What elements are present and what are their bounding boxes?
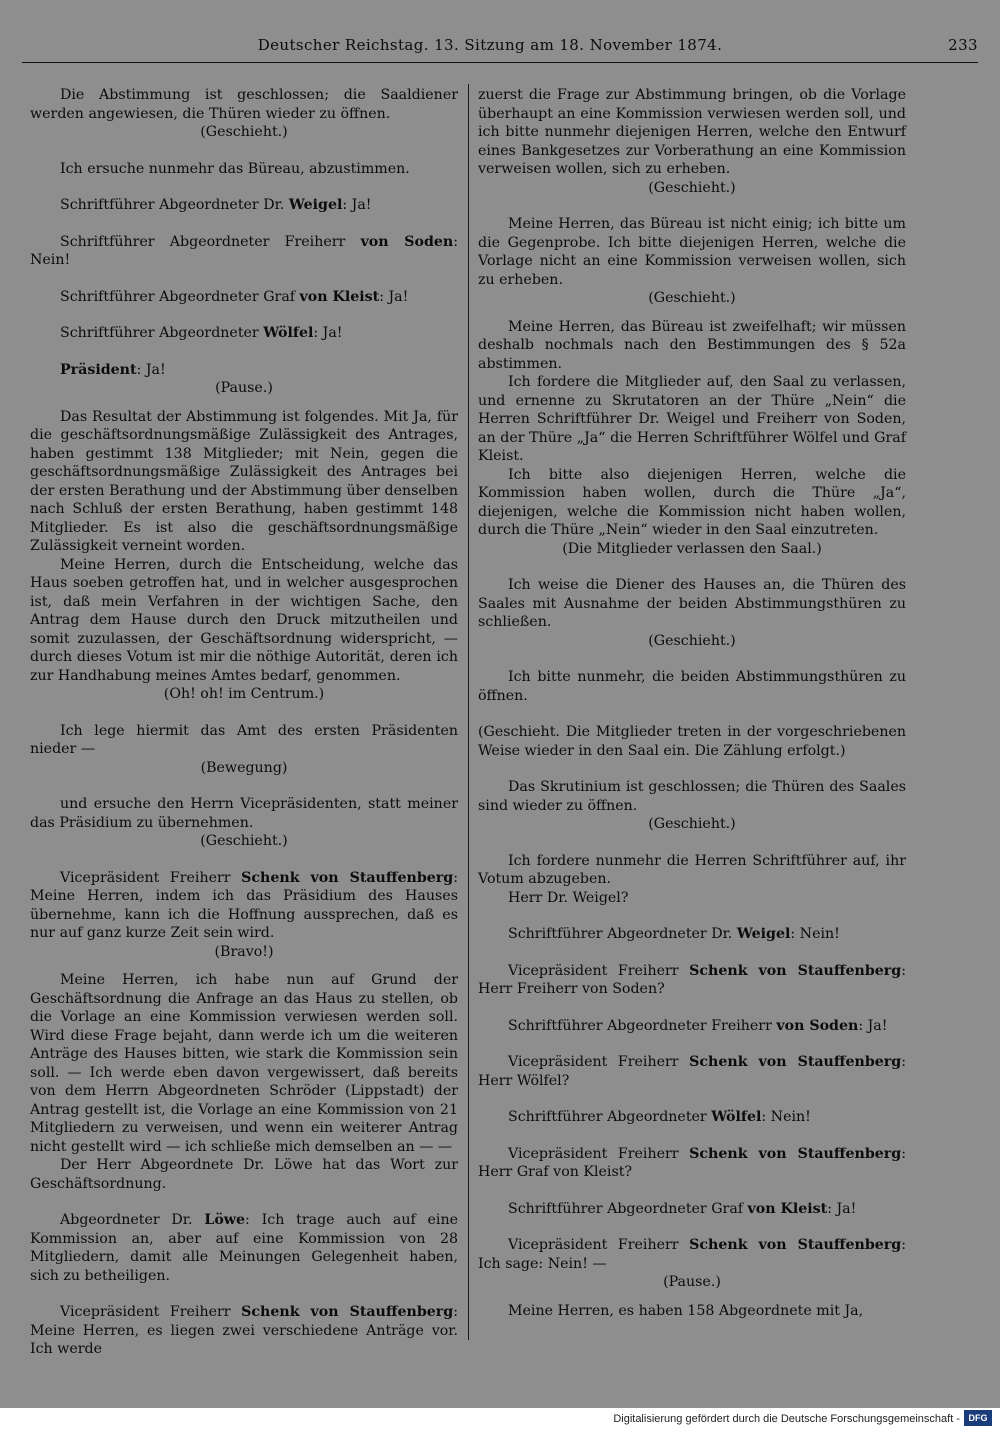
speaker-name: Weigel [288, 197, 343, 213]
paragraph: Ich bitte nunmehr, die beiden Abstimmungsthüren zu öffnen. [478, 669, 906, 704]
speech-text: : Nein! [30, 233, 459, 268]
speaker-line [30, 869, 458, 943]
paragraph: Die Abstimmung ist geschlossen; die Saaldiener werden angewiesen, die Thüren wieder zu öffnen. [30, 87, 458, 122]
paragraph: Meine Herren, es haben 158 Abgeordnete mit Ja, [508, 1302, 864, 1319]
speaker-role: Vicepräsident Freiherr [60, 869, 242, 886]
speaker-name: Schenk von Stauffenberg [689, 962, 902, 979]
paragraph: Ich lege hiermit das Amt des ersten Präsidenten nieder — [30, 722, 458, 757]
speaker-name: Präsident [60, 361, 137, 378]
stage-direction: (Bewegung) [200, 759, 288, 776]
speaker-name: Schenk von Stauffenberg [241, 1304, 454, 1320]
speaker-name: Löwe [204, 1212, 246, 1228]
speaker-line [30, 1211, 458, 1285]
paragraph: Das Skrutinium ist geschlossen; die Thüren des Saales sind wieder zu öffnen. [478, 779, 906, 814]
stage-direction: (Geschieht.) [648, 290, 736, 306]
speaker-name: Weigel [736, 926, 791, 942]
speaker-line [30, 233, 458, 270]
stage-direction: (Geschieht.) [648, 632, 736, 649]
speech-text: : Ja! [136, 361, 166, 378]
speaker-role: Schriftführer Abgeordneter [60, 325, 264, 341]
speaker-role: Abgeordneter Dr. [60, 1212, 205, 1228]
speaker-name: Schenk von Stauffenberg [241, 869, 454, 886]
speech-text: : Herr Freiherr von Soden? [478, 962, 906, 997]
stage-direction: (Geschieht.) [200, 124, 288, 140]
speech-text: : Ja! [827, 1200, 857, 1217]
speaker-role: Schriftführer Abgeordneter Graf [508, 1200, 748, 1217]
speaker-line [478, 1053, 906, 1090]
stage-direction: (Pause.) [215, 380, 273, 396]
paragraph: Meine Herren, das Büreau ist zweifelhaft; wir müssen deshalb nochmals nach den Bestimmungen des § 52a abstimmen. [478, 318, 906, 372]
running-header [22, 36, 978, 54]
left-column [30, 86, 458, 1359]
speech-text: : Ja! [342, 197, 372, 213]
speaker-name: von Kleist [299, 288, 380, 305]
speaker-name: von Soden [360, 233, 454, 250]
speaker-line [30, 324, 458, 343]
paragraph: Ich fordere die Mitglieder auf, den Saal zu verlassen, und ernenne zu Skrutatoren an der Thüre „Nein“ die Herren Schriftführer Dr. Weigel und Freiherr von Soden, an der Thüre „Ja“ die Herren Schriftführer Wölfel und Graf Kleist. [478, 374, 906, 464]
speaker-role: Schriftführer Abgeordneter Graf [60, 288, 300, 305]
speaker-line [478, 1145, 906, 1182]
header-rule [22, 62, 978, 63]
speaker-line [478, 1108, 906, 1127]
speech-text: : Herr Wölfel? [478, 1054, 906, 1089]
speaker-role: Vicepräsident Freiherr [508, 1145, 690, 1162]
speaker-name: Schenk von Stauffenberg [689, 1054, 902, 1070]
speech-text: : Nein! [790, 926, 840, 942]
stage-direction: (Oh! oh! im Centrum.) [163, 686, 325, 702]
speaker-name: Schenk von Stauffenberg [689, 1237, 902, 1253]
paragraph: Der Herr Abgeordnete Dr. Löwe hat das Wort zur Geschäftsordnung. [30, 1157, 458, 1192]
speech-text: : Ich trage auch auf eine Kommission an, aber auf eine Kommission von 28 Mitgliedern, damit alle Meinungen Gelegenheit haben, sich zu betheiligen. [30, 1212, 458, 1284]
speaker-name: von Soden [776, 1017, 859, 1034]
paragraph: Ich bitte also diejenigen Herren, welche die Kommission haben wollen, durch die Thüre „Ja“, diejenigen, welche die Kommission nicht haben wollen, durch die Thüre „Nein“ wieder in den Saal einzutreten. [478, 466, 906, 538]
speech-text: : Herr Graf von Kleist? [478, 1145, 906, 1180]
speaker-line [30, 361, 458, 380]
page-number: 233 [948, 36, 978, 54]
paragraph: Ich ersuche nunmehr das Büreau, abzustimmen. [60, 160, 410, 177]
speech-text: : Ja! [379, 288, 409, 305]
paragraph: Ich fordere nunmehr die Herren Schriftführer auf, ihr Votum abzugeben. [478, 852, 906, 887]
stage-direction: (Pause.) [663, 1274, 721, 1290]
speaker-role: Schriftführer Abgeordneter Dr. [60, 197, 289, 213]
speaker-role: Vicepräsident Freiherr [508, 962, 690, 979]
paragraph: Ich weise die Diener des Hauses an, die Thüren des Saales mit Ausnahme der beiden Abstimmungsthüren zu schließen. [478, 577, 906, 630]
speaker-role: Schriftführer Abgeordneter [508, 1109, 712, 1125]
speaker-role: Vicepräsident Freiherr [508, 1237, 690, 1253]
paragraph: Meine Herren, durch die Entscheidung, welche das Haus soeben getroffen hat, und in welcher ausgesprochen ist, daß mein Verfahren in der wichtigen Sache, den Antrag dem Hause durch den Druck mitzutheilen und somit zuzulassen, der Geschäftsordnung widerspricht, — durch dieses Votum ist mir die nöthige Autorität, deren ich zur Handhabung meines Amtes bedarf, genommen. [30, 556, 458, 684]
speech-text: : Ja! [313, 325, 343, 341]
speaker-line [478, 1200, 906, 1219]
speaker-line [478, 925, 906, 944]
speaker-name: Wölfel [263, 325, 314, 341]
speaker-role: Vicepräsident Freiherr [508, 1054, 690, 1070]
speaker-line [30, 288, 458, 307]
stage-direction: (Geschieht.) [648, 816, 736, 832]
stage-direction: (Geschieht. Die Mitglieder treten in der vorgeschriebenen Weise wieder in den Saal ein. Die Zählung erfolgt.) [478, 724, 906, 759]
speaker-line [478, 962, 906, 999]
speaker-role: Schriftführer Abgeordneter Freiherr [60, 233, 361, 250]
paragraph: zuerst die Frage zur Abstimmung bringen, ob die Vorlage überhaupt an eine Kommission verwiesen werden soll, und ich bitte nunmehr diejenigen Herren, welche den Entwurf eines Bankgesetzes zur Vorberathung an eine Kommission verweisen wollen, sich zu erheben. [478, 87, 906, 177]
speaker-name: Wölfel [711, 1109, 762, 1125]
paragraph: Herr Dr. Weigel? [508, 889, 629, 906]
header-title: Deutscher Reichstag. 13. Sitzung am 18. November 1874. [257, 36, 723, 54]
speaker-role: Schriftführer Abgeordneter Dr. [508, 926, 737, 942]
speech-text: : Ich sage: Nein! — [478, 1237, 906, 1272]
stage-direction: (Geschieht.) [648, 179, 736, 196]
paragraph: Meine Herren, das Büreau ist nicht einig; ich bitte um die Gegenprobe. Ich bitte diejenigen Herren, welche die Vorlage nicht an eine Kommission verweisen wollen, sich zu erheben. [478, 216, 906, 288]
speaker-name: von Kleist [747, 1200, 828, 1217]
right-column [478, 86, 906, 1320]
paragraph: und ersuche den Herrn Vicepräsidenten, statt meiner das Präsidium zu übernehmen. [30, 796, 458, 831]
stage-direction: (Die Mitglieder verlassen den Saal.) [562, 540, 822, 557]
column-divider [468, 84, 469, 1340]
paragraph: Meine Herren, ich habe nun auf Grund der Geschäftsordnung die Anfrage an das Haus zu stellen, ob die Vorlage an eine Kommission verwiesen werden soll. Wird diese Frage bejaht, dann werde ich um die weiteren Anträge des Hauses bitten, wie stark die Kommission sein soll. — Ich werde eben davon vergewissert, daß bereits von dem Herrn Abgeordneten Schröder (Lippstadt) der Antrag gestellt ist, die Vorlage an eine Kommission von 21 Mitgliedern zu verweisen, und wenn ein weiterer Antrag nicht gestellt wird — ich schließe mich demselben an — — [30, 972, 458, 1155]
speech-text: : Meine Herren, indem ich das Präsidium des Hauses übernehme, kann ich die Hoffnung aussprechen, daß es nur auf ganz kurze Zeit sein wird. [30, 869, 458, 941]
speech-text: : Meine Herren, es liegen zwei verschiedene Anträge vor. Ich werde [30, 1304, 458, 1357]
speech-text: : Ja! [858, 1017, 888, 1034]
footer-credit: Digitalisierung gefördert durch die Deutsche Forschungsgemeinschaft - [613, 1413, 960, 1425]
speaker-line [30, 1303, 458, 1359]
speaker-role: Vicepräsident Freiherr [60, 1304, 242, 1320]
dfg-logo: DFG [964, 1410, 992, 1426]
speaker-line [478, 1017, 906, 1036]
speaker-name: Schenk von Stauffenberg [689, 1145, 902, 1162]
stage-direction: (Bravo!) [214, 943, 274, 960]
speaker-line [30, 196, 458, 215]
speaker-role: Schriftführer Abgeordneter Freiherr [508, 1017, 777, 1034]
stage-direction: (Geschieht.) [200, 833, 288, 849]
paragraph: Das Resultat der Abstimmung ist folgendes. Mit Ja, für die geschäftsordnungsmäßige Zulässigkeit des Antrages, haben gestimmt 138 Mitglieder; mit Nein, gegen die geschäftsordnungsmäßige Zulässigkeit des Antrages bei der ersten Berathung und der Abstimmung über denselben nach Schluß der ersten Berathung, haben gestimmt 148 Mitglieder. Es ist also die geschäftsordnungsmäßige Zulässigkeit verneint worden. [30, 408, 458, 554]
speaker-line [478, 1236, 906, 1273]
speech-text: : Nein! [761, 1109, 811, 1125]
